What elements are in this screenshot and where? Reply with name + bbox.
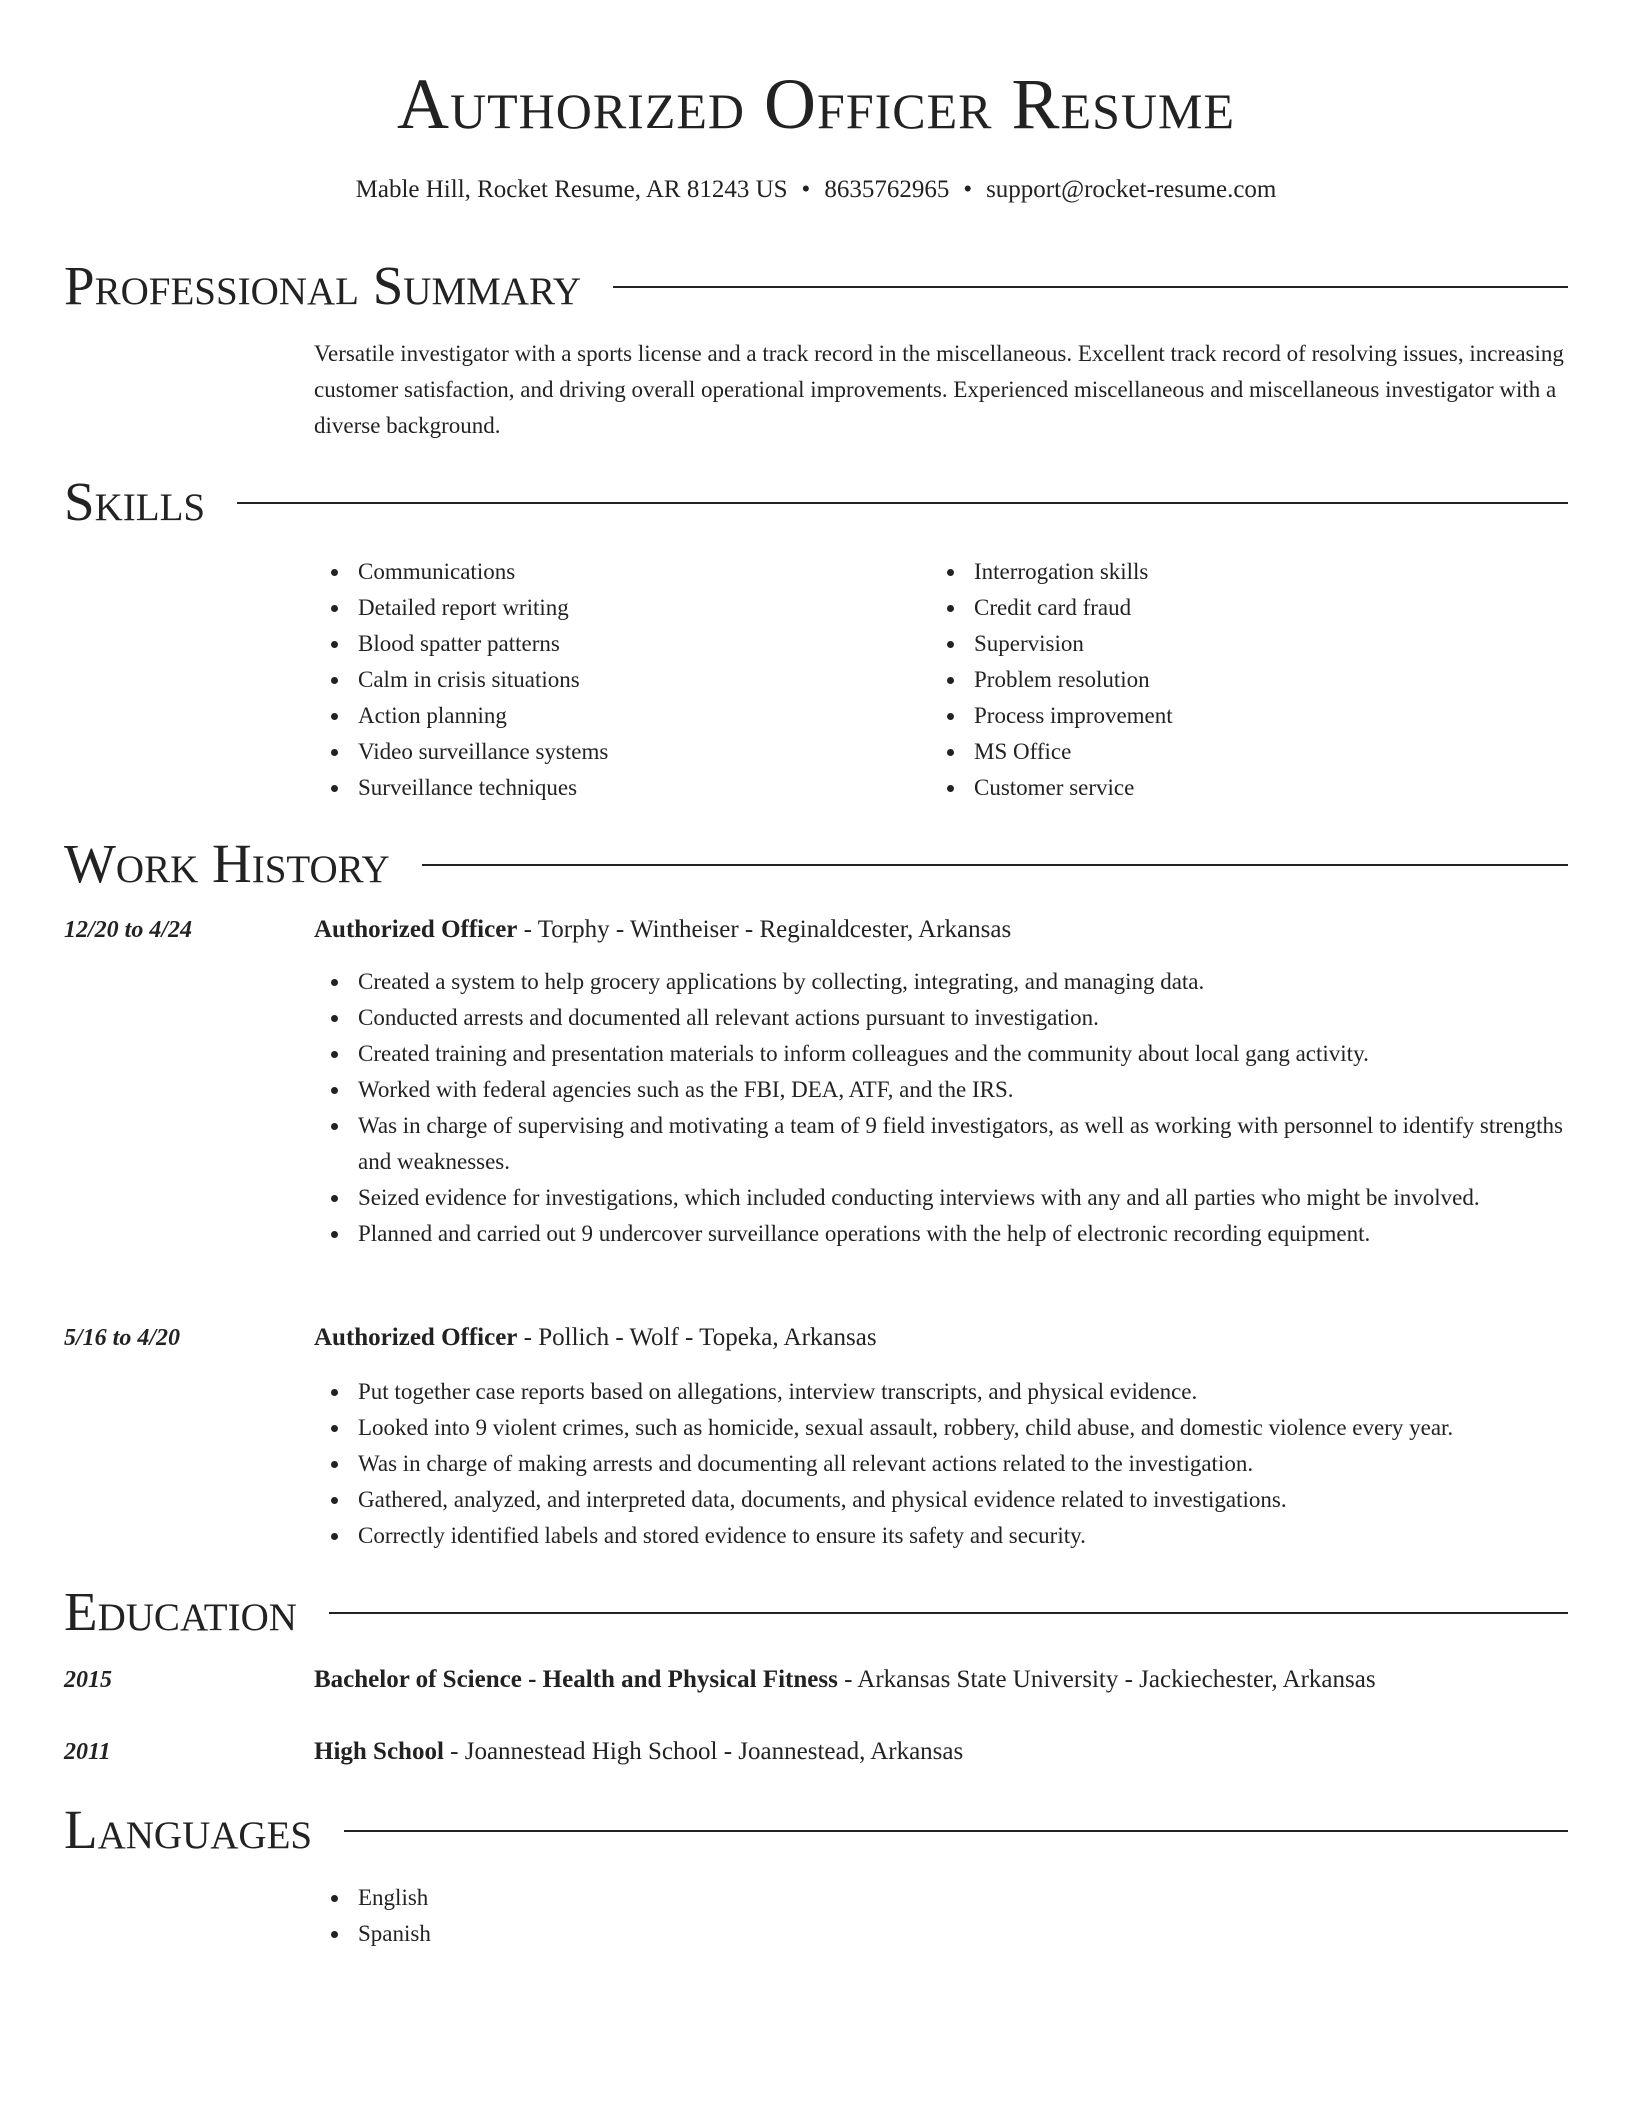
contact-email: support@rocket-resume.com <box>986 176 1277 203</box>
job-dates: 5/16 to 4/20 <box>64 1325 181 1351</box>
section-divider <box>329 1612 1568 1614</box>
skill-item: Credit card fraud <box>930 590 1530 626</box>
job-heading <box>314 912 1568 948</box>
section-divider <box>237 502 1568 504</box>
language-item: English <box>314 1880 1568 1916</box>
job-heading <box>314 1320 1568 1356</box>
contact-separator: • <box>963 176 973 203</box>
skill-item: MS Office <box>930 734 1530 770</box>
education-school-location: - Joannestead High School - Joannestead, Arkansas <box>443 1738 964 1765</box>
job-duty-item: Was in charge of making arrests and documenting all relevant actions related to the investigation. <box>314 1446 1568 1482</box>
education-degree: Bachelor of Science - Health and Physical Fitness <box>314 1666 838 1693</box>
job-title: Authorized Officer <box>314 916 518 943</box>
skills-column-left <box>314 554 914 806</box>
section-divider <box>422 864 1568 866</box>
skill-item: Supervision <box>930 626 1530 662</box>
work-heading-text: Work History <box>64 833 390 894</box>
job-duty-item: Conducted arrests and documented all relevant actions pursuant to investigation. <box>314 1000 1568 1036</box>
job-duty-item: Looked into 9 violent crimes, such as homicide, sexual assault, robbery, child abuse, and domestic violence every year. <box>314 1410 1568 1446</box>
skill-item: Interrogation skills <box>930 554 1530 590</box>
contact-line <box>64 172 1568 208</box>
skill-item: Action planning <box>314 698 914 734</box>
job-duties <box>314 964 1568 1252</box>
skills-section-heading <box>64 470 1568 534</box>
job-duty-item: Created training and presentation materials to inform colleagues and the community about local gang activity. <box>314 1036 1568 1072</box>
skill-item: Video surveillance systems <box>314 734 914 770</box>
job-title: Authorized Officer <box>314 1324 518 1351</box>
skill-item: Surveillance techniques <box>314 770 914 806</box>
job-duty-item: Gathered, analyzed, and interpreted data, documents, and physical evidence related to investigations. <box>314 1482 1568 1518</box>
section-divider <box>344 1830 1568 1832</box>
job-duty-item: Correctly identified labels and stored evidence to ensure its safety and security. <box>314 1518 1568 1554</box>
job-duty-item: Created a system to help grocery applications by collecting, integrating, and managing data. <box>314 964 1568 1000</box>
contact-address: Mable Hill, Rocket Resume, AR 81243 US <box>355 176 788 203</box>
education-degree: High School <box>314 1738 444 1765</box>
job-employer-location: - Pollich - Wolf - Topeka, Arkansas <box>517 1324 877 1351</box>
job-employer-location: - Torphy - Wintheiser - Reginaldcester, Arkansas <box>517 916 1012 943</box>
education-entry <box>314 1662 1568 1698</box>
contact-separator: • <box>801 176 811 203</box>
skill-item: Blood spatter patterns <box>314 626 914 662</box>
languages-list <box>314 1880 1568 1952</box>
job-duties <box>314 1374 1568 1554</box>
skill-item: Problem resolution <box>930 662 1530 698</box>
summary-heading-text: Professional Summary <box>64 255 582 316</box>
summary-section-heading <box>64 254 1568 318</box>
skill-item: Communications <box>314 554 914 590</box>
resume-title: Authorized Officer Resume <box>396 64 1236 144</box>
language-item: Spanish <box>314 1916 1568 1952</box>
education-year: 2011 <box>64 1739 111 1765</box>
job-duty-item: Planned and carried out 9 undercover surveillance operations with the help of electronic recording equipment. <box>314 1216 1568 1252</box>
skill-item: Calm in crisis situations <box>314 662 914 698</box>
languages-heading-text: Languages <box>64 1799 313 1860</box>
education-entry <box>314 1734 1568 1770</box>
skill-item: Detailed report writing <box>314 590 914 626</box>
summary-block <box>314 336 1568 444</box>
job-duty-item: Put together case reports based on allegations, interview transcripts, and physical evidence. <box>314 1374 1568 1410</box>
skills-heading-text: Skills <box>64 471 206 532</box>
job-duty-item: Seized evidence for investigations, which included conducting interviews with any and all parties who might be involved. <box>314 1180 1568 1216</box>
education-heading-text: Education <box>64 1581 297 1642</box>
contact-phone: 8635762965 <box>824 176 950 203</box>
job-dates: 12/20 to 4/24 <box>64 917 193 943</box>
skill-item: Process improvement <box>930 698 1530 734</box>
summary-text: Versatile investigator with a sports license and a track record in the miscellaneous. Excellent track record of resolving issues, increasing customer satisfaction, and driving overall operational improvements. Experienced miscellaneous and miscellaneous investigator with a diverse background. <box>314 341 1564 438</box>
job-duty-item: Worked with federal agencies such as the FBI, DEA, ATF, and the IRS. <box>314 1072 1568 1108</box>
education-section-heading <box>64 1580 1568 1644</box>
education-year: 2015 <box>64 1667 112 1693</box>
education-school-location: - Arkansas State University - Jackiechester, Arkansas <box>837 1666 1376 1693</box>
work-section-heading <box>64 832 1568 896</box>
languages-section-heading <box>64 1798 1568 1862</box>
skills-column-right <box>930 554 1530 806</box>
job-duty-item: Was in charge of supervising and motivating a team of 9 field investigators, as well as working with personnel to identify strengths and weaknesses. <box>314 1108 1568 1180</box>
skill-item: Customer service <box>930 770 1530 806</box>
section-divider <box>613 286 1568 288</box>
